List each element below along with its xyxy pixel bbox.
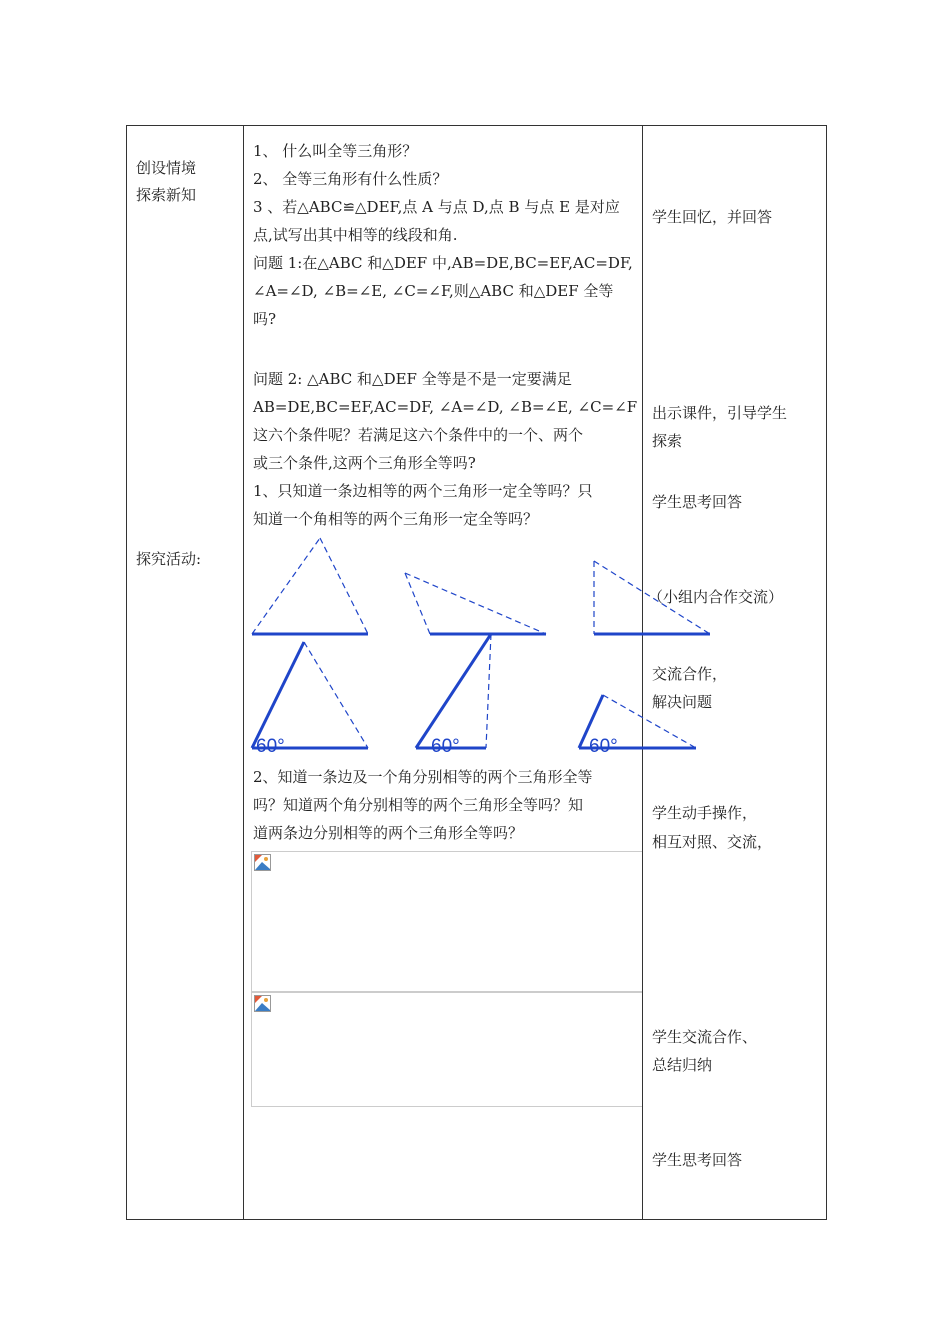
image-placeholder <box>251 851 642 992</box>
text-line: 问题 2: △ABC 和△DEF 全等是不是一定要满足 <box>253 370 572 388</box>
triangle-edge <box>416 634 491 748</box>
activity-label: 探究活动: <box>136 550 202 568</box>
text-line: 2、 全等三角形有什么性质？ <box>253 170 448 188</box>
angle-label: 60° <box>589 736 618 757</box>
triangle-edge <box>304 642 368 748</box>
text-line: 吗? <box>253 310 277 328</box>
triangle-edge <box>252 538 320 634</box>
text-line: 1、只知道一条边相等的两个三角形一定全等吗？只 <box>253 482 593 500</box>
text-line: 道两条边分别相等的两个三角形全等吗？ <box>253 824 524 842</box>
angle-label: 60° <box>256 736 285 757</box>
text-line: ∠A=∠D, ∠B=∠E, ∠C=∠F,则△ABC 和△DEF 全等 <box>253 282 614 300</box>
student-activity: 学生思考回答 <box>652 1151 743 1169</box>
student-activity: 学生回忆，并回答 <box>652 208 773 226</box>
text-line: 或三个条件,这两个三角形全等吗? <box>253 454 476 472</box>
student-activity: 相互对照、交流， <box>652 833 773 851</box>
text-line: 吗？知道两个角分别相等的两个三角形全等吗？知 <box>253 796 584 814</box>
student-activity: 交流合作， <box>652 665 728 683</box>
student-activity: 学生动手操作， <box>652 804 758 822</box>
triangle-figures <box>243 520 743 770</box>
text-line: 知道一个角相等的两个三角形一定全等吗？ <box>253 510 539 528</box>
broken-image-icon <box>254 854 271 871</box>
stage-label: 探索新知 <box>136 186 197 204</box>
text-line: 1、 什么叫全等三角形？ <box>253 142 418 160</box>
triangle-edge <box>252 642 304 748</box>
student-activity: （小组内合作交流） <box>648 588 784 606</box>
stage-label: 创设情境 <box>136 159 197 177</box>
text-line: 2、知道一条边及一个角分别相等的两个三角形全等 <box>253 768 593 786</box>
student-activity: 解决问题 <box>652 693 713 711</box>
student-activity: 学生交流合作、 <box>652 1028 758 1046</box>
broken-image-icon <box>254 995 271 1012</box>
text-line: 这六个条件呢？若满足这六个条件中的一个、两个 <box>253 426 584 444</box>
text-line: 点,试写出其中相等的线段和角. <box>253 226 458 244</box>
text-line: 3 、若△ABC≌△DEF,点 A 与点 D,点 B 与点 E 是对应 <box>253 198 620 216</box>
student-activity: 学生思考回答 <box>652 493 743 511</box>
teacher-activity: 探索 <box>652 432 683 450</box>
student-activity: 总结归纳 <box>652 1056 713 1074</box>
triangle-edge <box>486 634 491 748</box>
angle-label: 60° <box>431 736 460 757</box>
text-line: AB=DE,BC=EF,AC=DF, ∠A=∠D, ∠B=∠E, ∠C=∠F <box>253 398 638 416</box>
image-placeholder <box>251 992 642 1107</box>
triangle-edge <box>320 538 368 634</box>
text-line: 问题 1:在△ABC 和△DEF 中,AB=DE,BC=EF,AC=DF, <box>253 254 633 272</box>
teacher-activity: 出示课件，引导学生 <box>652 404 788 422</box>
